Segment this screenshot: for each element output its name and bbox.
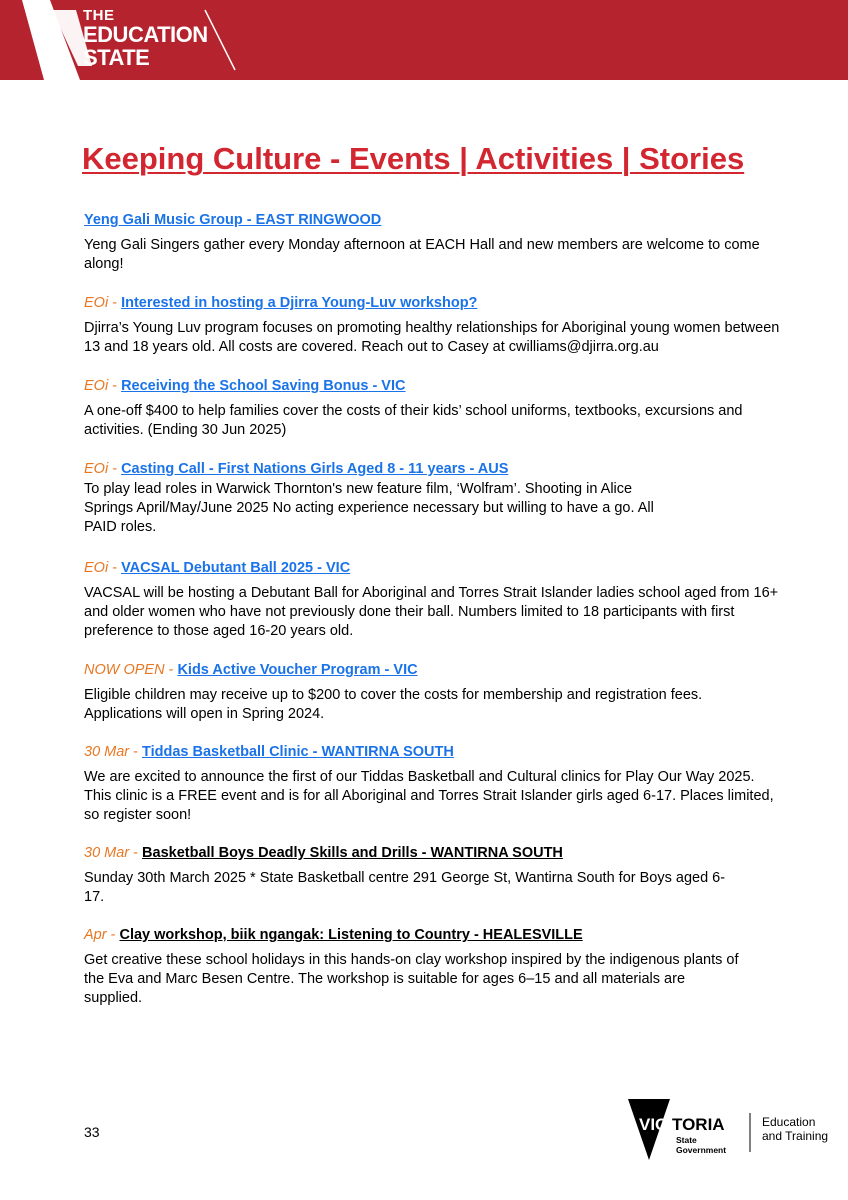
logo-name-part2: TORIA — [672, 1115, 725, 1134]
logo-sub-government: Government — [676, 1145, 727, 1155]
victoria-government-logo — [628, 1096, 838, 1162]
item-heading: EOi - Casting Call - First Nations Girls Aged 8 - 11 years - AUS — [84, 461, 509, 477]
item-prefix: EOi — [84, 295, 109, 311]
logo-sub-state: State — [676, 1135, 697, 1145]
item-heading: EOi - Interested in hosting a Djirra Young-Luv workshop? — [84, 295, 478, 311]
logo-name-part1: VIC — [639, 1115, 668, 1134]
item-prefix: EOi — [84, 378, 109, 394]
list-item — [84, 293, 784, 357]
education-state-logo — [83, 8, 208, 69]
event-link[interactable]: Tiddas Basketball Clinic - WANTIRNA SOUTH — [142, 744, 454, 760]
item-prefix: EOi — [84, 560, 109, 576]
list-item — [84, 376, 784, 440]
item-heading: Apr - Clay workshop, biik ngangak: Listening to Country - HEALESVILLE — [84, 927, 583, 943]
item-description: A one-off $400 to help families cover the costs of their kids’ school uniforms, textbooks, excursions and activities. (Ending 30 Jun 2025) — [84, 403, 743, 438]
list-item — [84, 459, 784, 537]
item-prefix: EOi — [84, 461, 109, 477]
item-heading: 30 Mar - Basketball Boys Deadly Skills and Drills - WANTIRNA SOUTH — [84, 845, 563, 861]
item-description: Eligible children may receive up to $200 to cover the costs for membership and registration fees. Applications will open in Spring 2024. — [84, 687, 703, 722]
logo-line-the: THE — [83, 7, 115, 24]
item-heading — [84, 210, 784, 230]
event-link[interactable]: Casting Call - First Nations Girls Aged 8 - 11 years - AUS — [121, 461, 509, 477]
event-link[interactable]: VACSAL Debutant Ball 2025 - VIC — [121, 560, 351, 576]
item-description: VACSAL will be hosting a Debutant Ball for Aboriginal and Torres Strait Islander ladies school aged from 16+ and older women who have not previously done their ball. Numbers limited to 18 participants with first preference to those aged 16-20 years old. — [84, 585, 779, 639]
item-description: To play lead roles in Warwick Thornton's new feature film, ‘Wolfram’. Shooting in Alice Springs April/May/June 2025 No acting experience necessary but willing to have a go. All PAID roles. — [84, 481, 654, 535]
list-item — [84, 660, 784, 724]
item-description: Get creative these school holidays in this hands-on clay workshop inspired by the indigenous plants of the Eva and Marc Besen Centre. The workshop is suitable for ages 6–15 and all materials are supplied. — [84, 952, 739, 1006]
event-link[interactable]: Basketball Boys Deadly Skills and Drills - WANTIRNA SOUTH — [142, 845, 563, 861]
list-item — [84, 742, 784, 825]
item-prefix: 30 Mar — [84, 744, 130, 760]
list-item — [84, 558, 784, 641]
item-heading: NOW OPEN - Kids Active Voucher Program - VIC — [84, 662, 418, 678]
list-item — [84, 843, 784, 907]
item-heading: EOi - Receiving the School Saving Bonus - VIC — [84, 378, 406, 394]
event-link[interactable]: Yeng Gali Music Group - EAST RINGWOOD — [84, 212, 382, 228]
logo-line-education: EDUCATION — [83, 22, 208, 47]
event-link[interactable]: Interested in hosting a Djirra Young-Luv workshop? — [121, 295, 478, 311]
event-link[interactable]: Clay workshop, biik ngangak: Listening to Country - HEALESVILLE — [119, 927, 583, 943]
item-heading: EOi - VACSAL Debutant Ball 2025 - VIC — [84, 560, 351, 576]
event-link[interactable]: Kids Active Voucher Program - VIC — [177, 662, 418, 678]
event-link[interactable]: Receiving the School Saving Bonus - VIC — [121, 378, 406, 394]
item-description: Djirra’s Young Luv program focuses on promoting healthy relationships for Aboriginal young women between 13 and 18 years old. All costs are covered. Reach out to Casey at cwilliams@djirra.org.au — [84, 320, 780, 355]
list-item — [84, 210, 784, 274]
list-item — [84, 925, 784, 1008]
logo-line-state: STATE — [83, 45, 150, 70]
page-title: Keeping Culture - Events | Activities | Stories — [82, 141, 745, 176]
logo-dept-line2: and Training — [762, 1129, 829, 1143]
page-number: 33 — [84, 1124, 100, 1140]
item-description: Yeng Gali Singers gather every Monday afternoon at EACH Hall and new members are welcome to come along! — [84, 237, 760, 272]
item-prefix: Apr — [84, 927, 107, 943]
item-description: We are excited to announce the first of our Tiddas Basketball and Cultural clinics for Play Our Way 2025. This clinic is a FREE event and is for all Aboriginal and Torres Strait Islander girls aged 6-17. Places limited, so register soon! — [84, 769, 774, 823]
logo-dept-line1: Education — [762, 1115, 816, 1129]
events-list — [84, 210, 784, 1008]
item-prefix: 30 Mar — [84, 845, 130, 861]
item-prefix: NOW OPEN — [84, 662, 165, 678]
item-description: Sunday 30th March 2025 * State Basketball centre 291 George St, Wantirna South for Boys aged 6-17. — [84, 870, 726, 905]
item-heading: 30 Mar - Tiddas Basketball Clinic - WANTIRNA SOUTH — [84, 744, 454, 760]
header-banner — [0, 0, 848, 80]
